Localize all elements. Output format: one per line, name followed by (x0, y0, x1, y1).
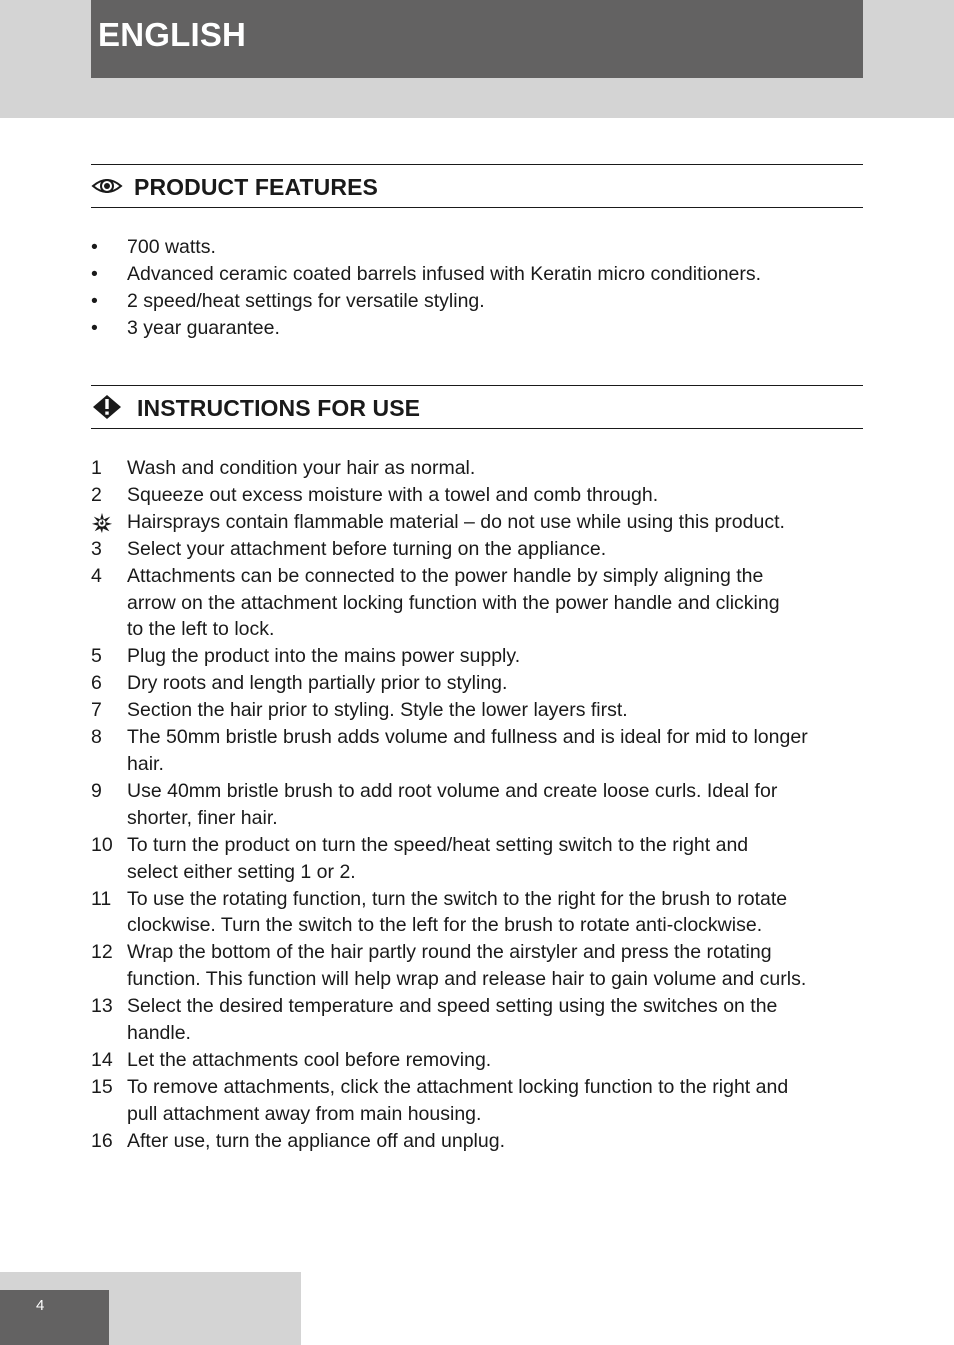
instruction-text-line: Plug the product into the mains power supply. (127, 645, 521, 668)
page-number-box (0, 1290, 109, 1345)
instruction-text-line: handle. (127, 1022, 191, 1045)
instruction-text-line: function. This function will help wrap and release hair to gain volume and curls. (127, 968, 807, 991)
instruction-text-line: Dry roots and length partially prior to styling. (127, 672, 508, 695)
list-item-text: Advanced ceramic coated barrels infused with Keratin micro conditioners. (127, 262, 762, 285)
instruction-text-line: The 50mm bristle brush adds volume and fullness and is ideal for mid to longer (127, 726, 808, 749)
list-item-text: 3 year guarantee. (127, 316, 280, 339)
features-title: PRODUCT FEATURES (134, 174, 378, 200)
instruction-text-line: After use, turn the appliance off and unplug. (127, 1129, 505, 1152)
step-number: 7 (91, 699, 102, 722)
step-number: 14 (91, 1048, 113, 1071)
instruction-item (91, 643, 881, 670)
instruction-item (91, 832, 881, 886)
instruction-item (91, 1128, 881, 1155)
step-number: 11 (91, 887, 112, 910)
step-number: 2 (91, 483, 102, 506)
instruction-text-line: Select the desired temperature and speed setting using the switches on the (127, 995, 778, 1018)
step-number: 13 (91, 995, 113, 1018)
instruction-text-line: Section the hair prior to styling. Style the lower layers first. (127, 699, 628, 722)
language-title: ENGLISH (98, 16, 247, 53)
step-number: 4 (91, 564, 102, 587)
instruction-text-line: Squeeze out excess moisture with a towel and comb through. (127, 483, 659, 506)
list-item (91, 261, 881, 288)
page-number: 4 (36, 1297, 45, 1314)
step-number: 12 (91, 941, 113, 964)
instruction-item (91, 1047, 881, 1074)
instructions-section-header (91, 385, 863, 429)
step-number: 1 (91, 457, 102, 479)
instructions-title: INSTRUCTIONS FOR USE (137, 395, 421, 421)
instruction-text-line: pull attachment away from main housing. (127, 1102, 482, 1125)
instruction-text-line: Select your attachment before turning on the appliance. (127, 537, 607, 560)
step-number: 5 (91, 645, 102, 668)
list-item (91, 315, 881, 342)
instruction-text-line: hair. (127, 752, 164, 775)
instruction-text-line: Let the attachments cool before removing. (127, 1048, 492, 1071)
instruction-text-line: Attachments can be connected to the power handle by simply aligning the (127, 564, 764, 587)
bullet-marker: • (91, 236, 98, 258)
instruction-text-line: To remove attachments, click the attachment locking function to the right and (127, 1075, 789, 1098)
instruction-item (91, 724, 881, 778)
bullet-marker: • (91, 316, 98, 339)
instruction-text-line: Wash and condition your hair as normal. (127, 457, 476, 479)
instruction-item (91, 670, 881, 697)
instruction-text-line: select either setting 1 or 2. (127, 860, 356, 883)
list-item (91, 288, 881, 315)
instruction-item (91, 536, 881, 563)
step-number: 10 (91, 833, 113, 856)
instruction-item (91, 778, 881, 832)
list-item-text: 2 speed/heat settings for versatile styling. (127, 289, 485, 312)
instruction-item (91, 1074, 881, 1128)
language-bar (91, 0, 863, 78)
features-section-header (91, 164, 863, 208)
bullet-marker: • (91, 289, 98, 312)
instruction-item (91, 563, 881, 644)
instruction-text-line: arrow on the attachment locking function with the power handle and clicking (127, 591, 780, 614)
warning-diamond-icon (91, 392, 123, 422)
instruction-text-line: Hairsprays contain flammable material – do not use while using this product. (127, 510, 785, 533)
instruction-text-line: shorter, finer hair. (127, 806, 278, 829)
instruction-item (91, 482, 881, 509)
instruction-text-line: Use 40mm bristle brush to add root volume and create loose curls. Ideal for (127, 779, 778, 802)
instruction-text-line: To use the rotating function, turn the switch to the right for the brush to rotate (127, 887, 788, 910)
step-number: 9 (91, 779, 102, 802)
step-number: 3 (91, 537, 102, 560)
instruction-text-line: To turn the product on turn the speed/heat setting switch to the right and (127, 833, 749, 856)
instruction-item (91, 886, 881, 940)
instruction-text-line: clockwise. Turn the switch to the left for the brush to rotate anti-clockwise. (127, 914, 763, 937)
top-band (0, 0, 954, 118)
instruction-item (91, 993, 881, 1047)
instructions-list (91, 455, 881, 1155)
bullet-marker: • (91, 262, 98, 285)
instruction-text-line: to the left to lock. (127, 618, 275, 641)
list-item (91, 234, 881, 261)
list-item-text: 700 watts. (127, 236, 216, 258)
step-number: 15 (91, 1075, 113, 1098)
instruction-item (91, 509, 881, 536)
eye-icon (91, 174, 123, 198)
instruction-item (91, 939, 881, 993)
features-list (91, 234, 881, 342)
instruction-text-line: Wrap the bottom of the hair partly round the airstyler and press the rotating (127, 941, 772, 964)
step-number: 6 (91, 672, 102, 695)
step-number: 16 (91, 1129, 113, 1152)
instruction-item (91, 455, 881, 482)
step-number: 8 (91, 726, 102, 749)
instruction-item (91, 697, 881, 724)
